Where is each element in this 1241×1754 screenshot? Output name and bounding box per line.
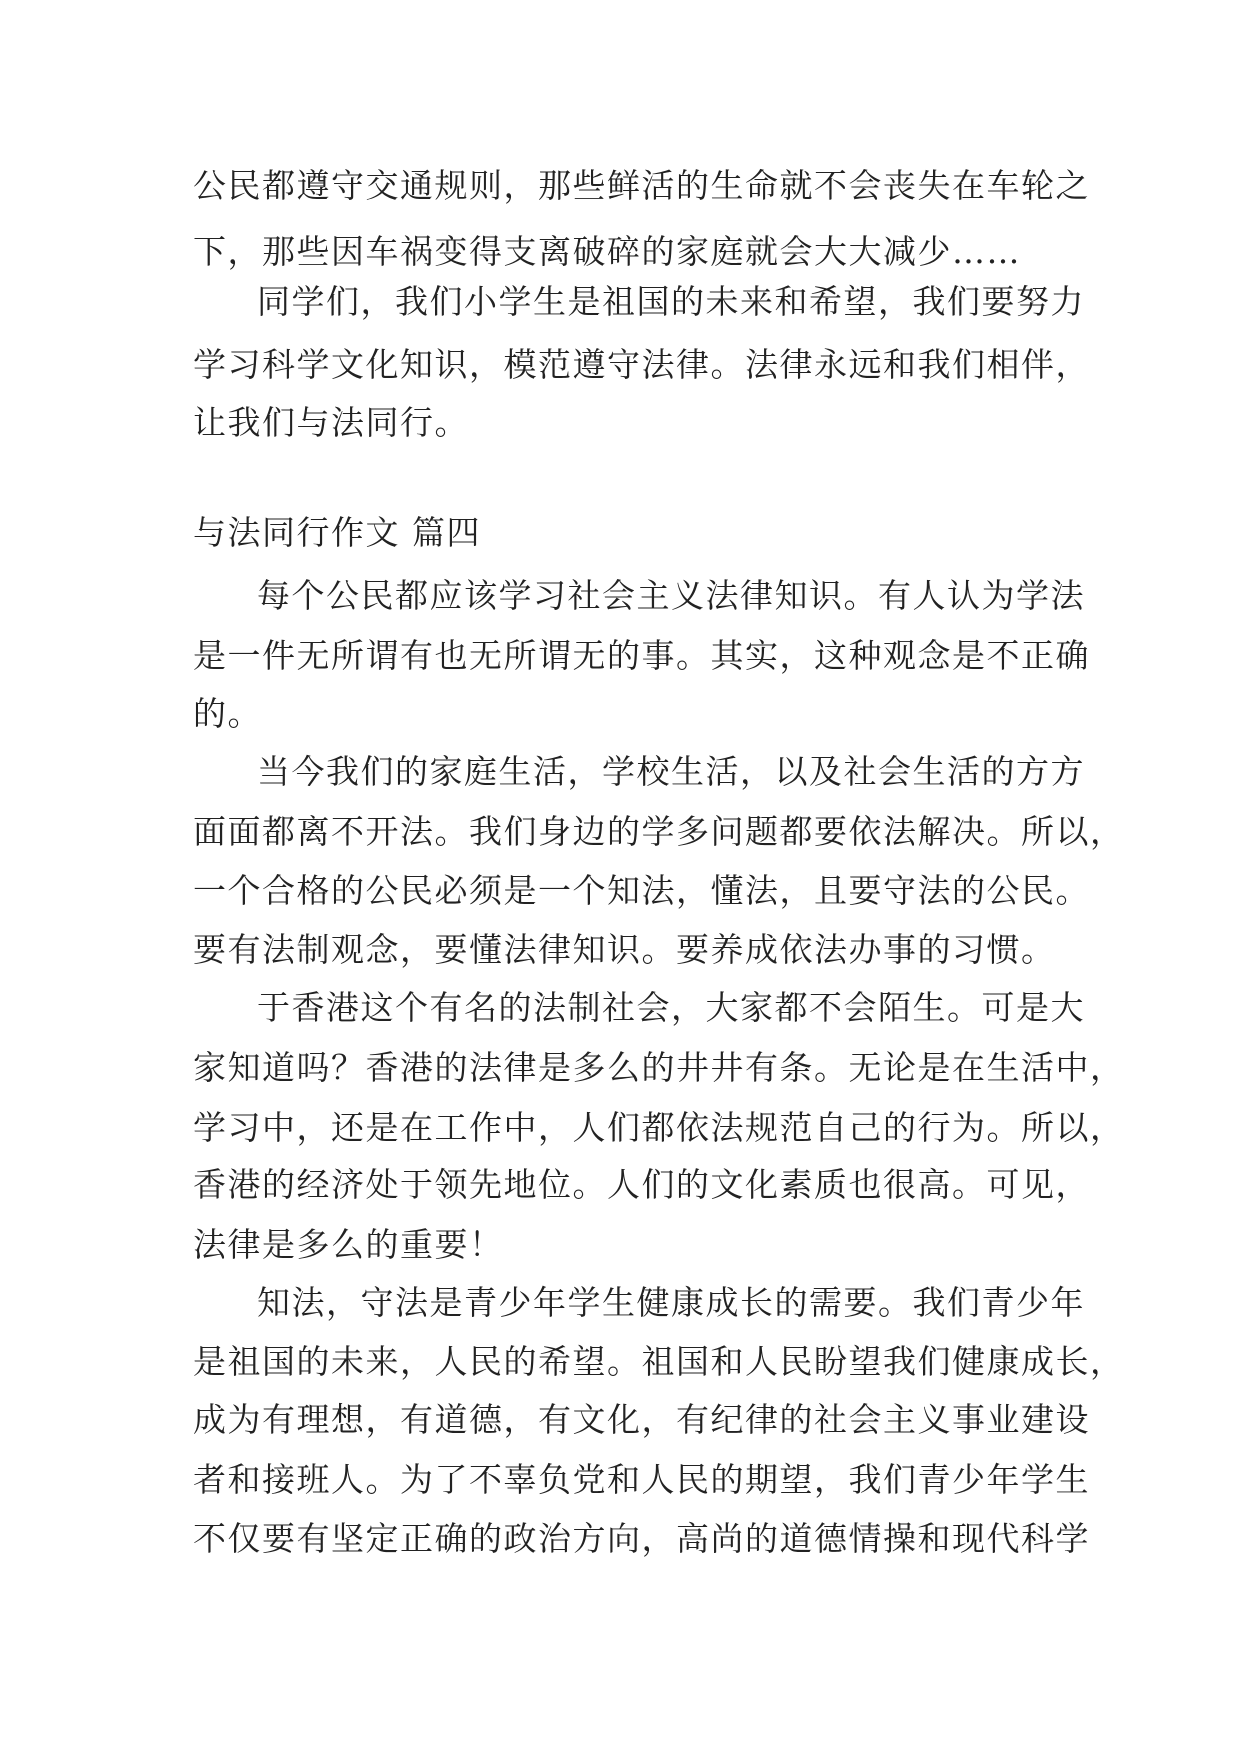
text-line: 下，那些因车祸变得支离破碎的家庭就会大大减少…… <box>193 232 1021 271</box>
text-line: 学习科学文化知识，模范遵守法律。法律永远和我们相伴， <box>193 345 1090 384</box>
paragraph-start: 知法，守法是青少年学生健康成长的需要。我们青少年 <box>257 1283 1085 1322</box>
text-line: 公民都遵守交通规则，那些鲜活的生命就不会丧失在车轮之 <box>193 166 1090 205</box>
text-line: 学习中，还是在工作中，人们都依法规范自己的行为。所以， <box>193 1108 1125 1147</box>
section-heading: 与法同行作文 篇四 <box>193 513 481 552</box>
text-line: 是祖国的未来，人民的希望。祖国和人民盼望我们健康成长， <box>193 1342 1125 1381</box>
paragraph-start: 同学们，我们小学生是祖国的未来和希望，我们要努力 <box>257 282 1085 321</box>
text-line: 成为有理想，有道德，有文化，有纪律的社会主义事业建设 <box>193 1400 1090 1439</box>
text-line: 是一件无所谓有也无所谓无的事。其实，这种观念是不正确 <box>193 636 1090 675</box>
text-line: 让我们与法同行。 <box>193 403 469 442</box>
text-line: 一个合格的公民必须是一个知法，懂法，且要守法的公民。 <box>193 871 1090 910</box>
paragraph-start: 于香港这个有名的法制社会，大家都不会陌生。可是大 <box>257 988 1085 1027</box>
paragraph-start: 每个公民都应该学习社会主义法律知识。有人认为学法 <box>257 576 1085 615</box>
paragraph-start: 当今我们的家庭生活，学校生活，以及社会生活的方方 <box>257 752 1085 791</box>
text-line: 家知道吗？香港的法律是多么的井井有条。无论是在生活中， <box>193 1048 1125 1087</box>
text-line: 不仅要有坚定正确的政治方向，高尚的道德情操和现代科学 <box>193 1519 1090 1558</box>
text-line: 者和接班人。为了不辜负党和人民的期望，我们青少年学生 <box>193 1460 1090 1499</box>
text-line: 面面都离不开法。我们身边的学多问题都要依法解决。所以， <box>193 812 1125 851</box>
text-line: 的。 <box>193 694 262 733</box>
text-line: 法律是多么的重要！ <box>193 1225 504 1264</box>
text-line: 要有法制观念，要懂法律知识。要养成依法办事的习惯。 <box>193 930 1056 969</box>
text-line: 香港的经济处于领先地位。人们的文化素质也很高。可见， <box>193 1165 1090 1204</box>
